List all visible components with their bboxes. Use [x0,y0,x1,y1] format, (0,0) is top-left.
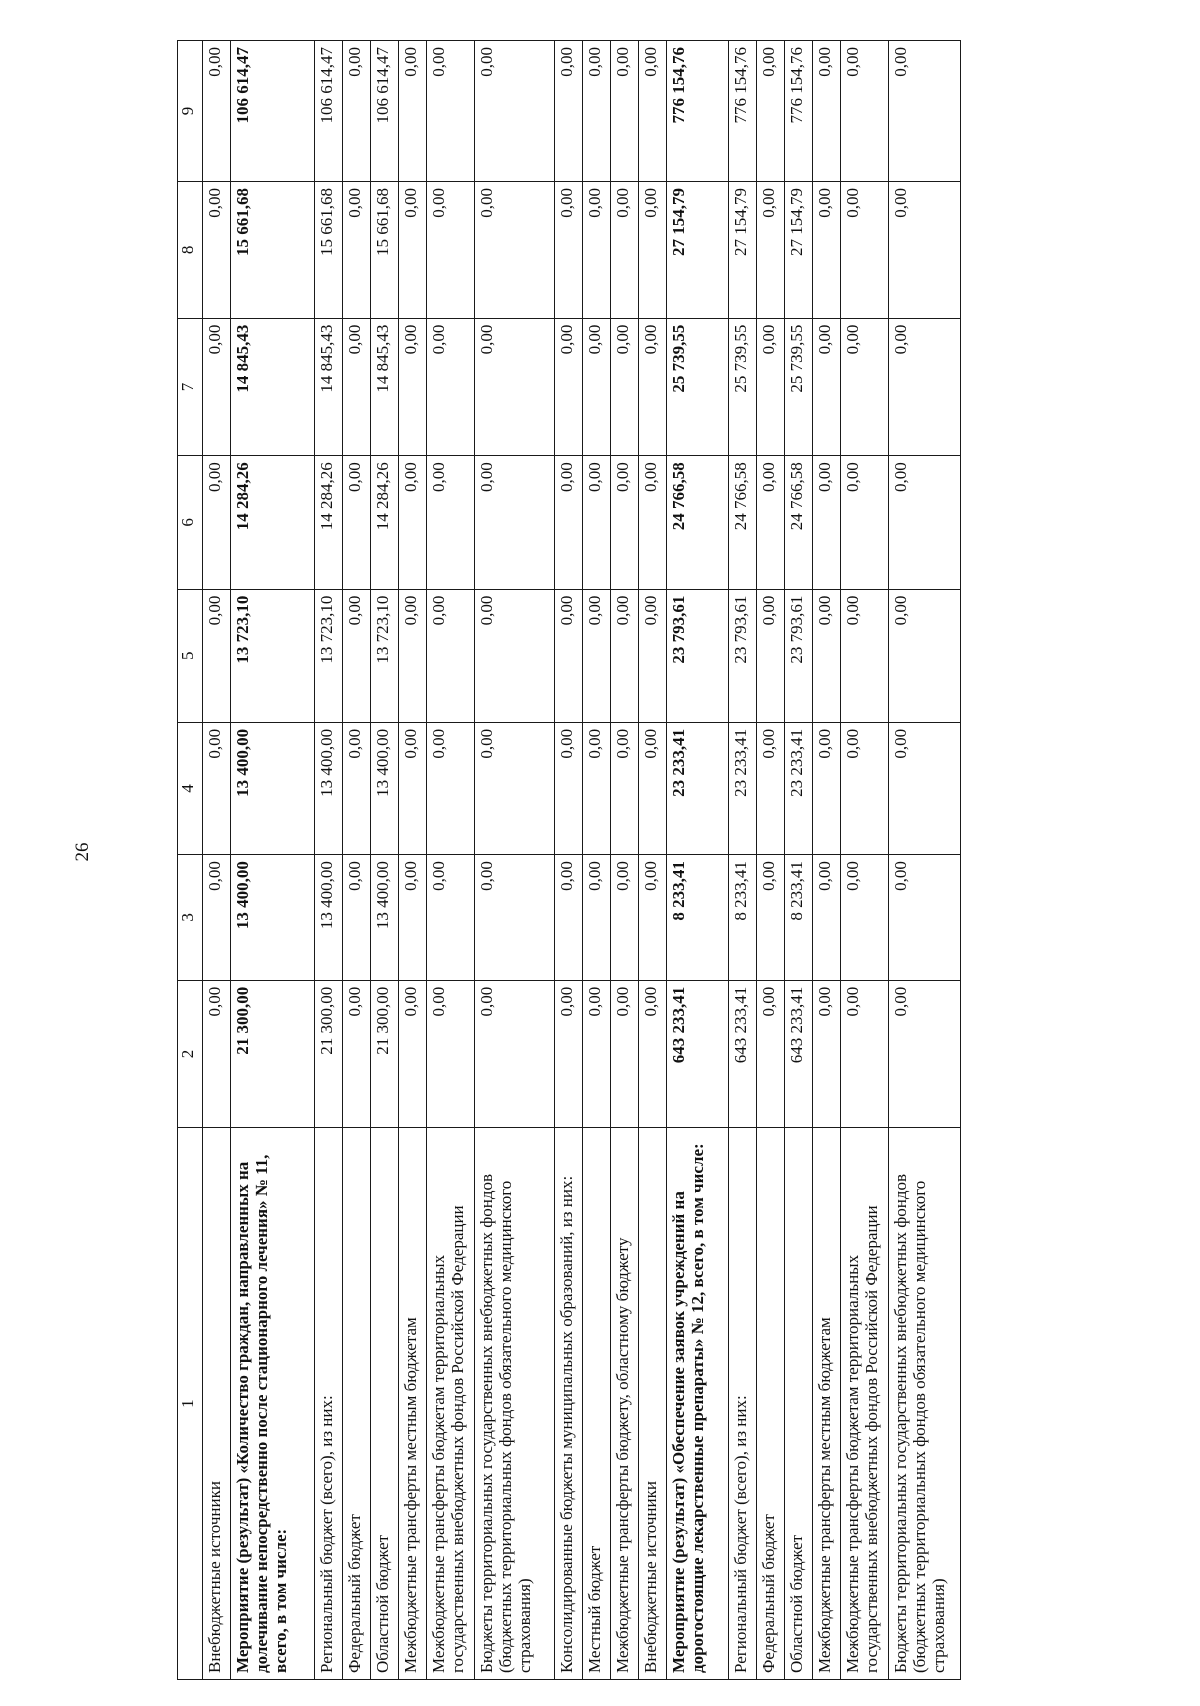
column-header: 5 [178,589,203,722]
value-cell: 24 766,58 [729,456,757,589]
value-cell: 8 233,41 [729,855,757,981]
header-row [178,41,203,1680]
value-cell: 23 793,61 [785,589,813,722]
value-cell: 23 233,41 [785,722,813,854]
value-cell: 0,00 [203,722,231,854]
value-cell: 0,00 [757,41,785,182]
row-label: Мероприятие (результат) «Количество граждан, направленных на долечивание непосредственно после стационарного лечения» № 11, всего, в том числе: [231,1128,315,1680]
value-cell: 0,00 [555,182,583,319]
value-cell: 0,00 [757,182,785,319]
row-label: Межбюджетные трансферты бюджетам территориальных государственных внебюджетных фондов Российской Федерации [427,1128,475,1680]
value-cell: 0,00 [203,318,231,456]
table-row [611,41,639,1680]
value-cell: 0,00 [343,182,371,319]
value-cell: 13 723,10 [371,589,399,722]
value-cell: 106 614,47 [371,41,399,182]
value-cell: 0,00 [475,855,555,981]
value-cell: 0,00 [427,722,475,854]
value-cell: 21 300,00 [371,980,399,1128]
value-cell: 0,00 [343,318,371,456]
table-row [639,41,667,1680]
value-cell: 0,00 [399,980,427,1128]
table-row [475,41,555,1680]
value-cell: 14 845,43 [231,318,315,456]
value-cell: 0,00 [813,722,841,854]
column-header: 7 [178,318,203,456]
value-cell: 0,00 [399,589,427,722]
value-cell: 0,00 [583,182,611,319]
value-cell: 0,00 [427,980,475,1128]
row-label: Межбюджетные трансферты местным бюджетам [399,1128,427,1680]
table-row [231,41,315,1680]
value-cell: 0,00 [427,855,475,981]
value-cell: 25 739,55 [785,318,813,456]
value-cell: 643 233,41 [785,980,813,1128]
table-row [785,41,813,1680]
value-cell: 8 233,41 [667,855,729,981]
value-cell: 0,00 [841,182,889,319]
value-cell: 0,00 [813,456,841,589]
column-header: 1 [178,1128,203,1680]
value-cell: 13 400,00 [231,855,315,981]
row-label: Межбюджетные трансферты бюджетам территориальных государственных внебюджетных фондов Российской Федерации [841,1128,889,1680]
table-row [555,41,583,1680]
value-cell: 0,00 [841,318,889,456]
value-cell: 0,00 [427,589,475,722]
row-label: Федеральный бюджет [757,1128,785,1680]
column-header: 2 [178,980,203,1128]
value-cell: 0,00 [427,41,475,182]
value-cell: 0,00 [889,318,961,456]
table-row [583,41,611,1680]
value-cell: 0,00 [889,855,961,981]
value-cell: 0,00 [757,980,785,1128]
row-label: Бюджеты территориальных государственных внебюджетных фондов (бюджетных территориальных фондов обязательного медицинского страхования) [475,1128,555,1680]
row-label: Областной бюджет [371,1128,399,1680]
value-cell: 106 614,47 [231,41,315,182]
row-label: Внебюджетные источники [203,1128,231,1680]
value-cell: 23 793,61 [729,589,757,722]
table-row [427,41,475,1680]
value-cell: 0,00 [203,980,231,1128]
value-cell: 0,00 [583,980,611,1128]
budget-table-rotated [177,40,1057,1680]
value-cell: 0,00 [639,980,667,1128]
row-label: Бюджеты территориальных государственных внебюджетных фондов (бюджетных территориальных фондов обязательного медицинского страхования) [889,1128,961,1680]
value-cell: 0,00 [889,589,961,722]
value-cell: 0,00 [611,722,639,854]
value-cell: 23 233,41 [667,722,729,854]
value-cell: 0,00 [343,456,371,589]
row-label: Межбюджетные трансферты местным бюджетам [813,1128,841,1680]
value-cell: 0,00 [757,589,785,722]
table-row [729,41,757,1680]
value-cell: 25 739,55 [729,318,757,456]
column-header: 8 [178,182,203,319]
value-cell: 643 233,41 [667,980,729,1128]
value-cell: 0,00 [343,722,371,854]
value-cell: 0,00 [203,456,231,589]
value-cell: 0,00 [813,589,841,722]
value-cell: 0,00 [639,456,667,589]
value-cell: 643 233,41 [729,980,757,1128]
value-cell: 15 661,68 [231,182,315,319]
value-cell: 0,00 [813,318,841,456]
column-header: 9 [178,41,203,182]
value-cell: 776 154,76 [785,41,813,182]
row-label: Мероприятие (результат) «Обеспечение заявок учреждений на дорогостоящие лекарственные препараты» № 12, всего, в том числе: [667,1128,729,1680]
value-cell: 0,00 [555,722,583,854]
value-cell: 0,00 [611,456,639,589]
value-cell: 24 766,58 [785,456,813,589]
row-label: Местный бюджет [583,1128,611,1680]
value-cell: 13 400,00 [231,722,315,854]
value-cell: 27 154,79 [785,182,813,319]
value-cell: 23 233,41 [729,722,757,854]
value-cell: 0,00 [757,855,785,981]
value-cell: 0,00 [555,41,583,182]
table-row [813,41,841,1680]
value-cell: 13 400,00 [315,855,343,981]
value-cell: 0,00 [611,855,639,981]
value-cell: 0,00 [583,589,611,722]
value-cell: 27 154,79 [729,182,757,319]
value-cell: 0,00 [583,722,611,854]
table-row [399,41,427,1680]
value-cell: 0,00 [583,41,611,182]
value-cell: 14 284,26 [315,456,343,589]
value-cell: 0,00 [583,855,611,981]
row-label: Межбюджетные трансферты бюджету, областному бюджету [611,1128,639,1680]
value-cell: 0,00 [555,980,583,1128]
value-cell: 14 284,26 [371,456,399,589]
value-cell: 0,00 [427,318,475,456]
value-cell: 0,00 [813,41,841,182]
value-cell: 0,00 [475,456,555,589]
value-cell: 0,00 [813,855,841,981]
row-label: Консолидированные бюджеты муниципальных образований, из них: [555,1128,583,1680]
value-cell: 13 400,00 [315,722,343,854]
value-cell: 0,00 [841,722,889,854]
value-cell: 13 400,00 [371,855,399,981]
value-cell: 15 661,68 [315,182,343,319]
value-cell: 0,00 [399,722,427,854]
table-row [203,41,231,1680]
value-cell: 0,00 [475,589,555,722]
value-cell: 0,00 [611,980,639,1128]
value-cell: 0,00 [475,722,555,854]
value-cell: 0,00 [757,456,785,589]
value-cell: 23 793,61 [667,589,729,722]
table-row [371,41,399,1680]
budget-table [177,40,961,1680]
value-cell: 0,00 [427,182,475,319]
value-cell: 0,00 [399,456,427,589]
value-cell: 0,00 [639,855,667,981]
value-cell: 14 845,43 [315,318,343,456]
value-cell: 0,00 [841,589,889,722]
value-cell: 0,00 [555,318,583,456]
value-cell: 0,00 [889,980,961,1128]
value-cell: 27 154,79 [667,182,729,319]
value-cell: 0,00 [555,589,583,722]
value-cell: 0,00 [841,456,889,589]
value-cell: 0,00 [555,456,583,589]
value-cell: 0,00 [399,855,427,981]
row-label: Областной бюджет [785,1128,813,1680]
value-cell: 21 300,00 [315,980,343,1128]
table-row [343,41,371,1680]
value-cell: 0,00 [343,589,371,722]
row-label: Внебюджетные источники [639,1128,667,1680]
value-cell: 0,00 [639,182,667,319]
value-cell: 0,00 [889,456,961,589]
value-cell: 0,00 [475,182,555,319]
table-row [315,41,343,1680]
value-cell: 776 154,76 [729,41,757,182]
column-header: 4 [178,722,203,854]
value-cell: 0,00 [203,855,231,981]
table-row [889,41,961,1680]
value-cell: 776 154,76 [667,41,729,182]
value-cell: 14 284,26 [231,456,315,589]
value-cell: 0,00 [583,318,611,456]
value-cell: 13 723,10 [315,589,343,722]
table-row [667,41,729,1680]
value-cell: 0,00 [343,855,371,981]
value-cell: 0,00 [343,980,371,1128]
value-cell: 0,00 [399,318,427,456]
value-cell: 0,00 [475,41,555,182]
value-cell: 0,00 [889,41,961,182]
table-body [178,41,961,1680]
value-cell: 0,00 [639,318,667,456]
value-cell: 24 766,58 [667,456,729,589]
value-cell: 14 845,43 [371,318,399,456]
value-cell: 0,00 [813,980,841,1128]
value-cell: 0,00 [813,182,841,319]
value-cell: 0,00 [203,41,231,182]
value-cell: 21 300,00 [231,980,315,1128]
value-cell: 13 400,00 [371,722,399,854]
value-cell: 0,00 [757,722,785,854]
value-cell: 0,00 [889,722,961,854]
value-cell: 0,00 [611,41,639,182]
column-header: 6 [178,456,203,589]
value-cell: 13 723,10 [231,589,315,722]
value-cell: 0,00 [203,182,231,319]
value-cell: 0,00 [611,182,639,319]
value-cell: 8 233,41 [785,855,813,981]
table-row [841,41,889,1680]
value-cell: 0,00 [611,318,639,456]
value-cell: 0,00 [611,589,639,722]
value-cell: 0,00 [841,41,889,182]
value-cell: 25 739,55 [667,318,729,456]
value-cell: 0,00 [555,855,583,981]
row-label: Региональный бюджет (всего), из них: [729,1128,757,1680]
value-cell: 0,00 [841,980,889,1128]
value-cell: 0,00 [203,589,231,722]
value-cell: 0,00 [639,589,667,722]
row-label: Федеральный бюджет [343,1128,371,1680]
value-cell: 106 614,47 [315,41,343,182]
value-cell: 0,00 [757,318,785,456]
value-cell: 0,00 [475,980,555,1128]
value-cell: 15 661,68 [371,182,399,319]
value-cell: 0,00 [343,41,371,182]
value-cell: 0,00 [399,182,427,319]
value-cell: 0,00 [639,722,667,854]
value-cell: 0,00 [399,41,427,182]
value-cell: 0,00 [583,456,611,589]
column-header: 3 [178,855,203,981]
value-cell: 0,00 [427,456,475,589]
value-cell: 0,00 [841,855,889,981]
page-number: 26 [72,842,93,862]
row-label: Региональный бюджет (всего), из них: [315,1128,343,1680]
value-cell: 0,00 [889,182,961,319]
value-cell: 0,00 [639,41,667,182]
value-cell: 0,00 [475,318,555,456]
table-row [757,41,785,1680]
